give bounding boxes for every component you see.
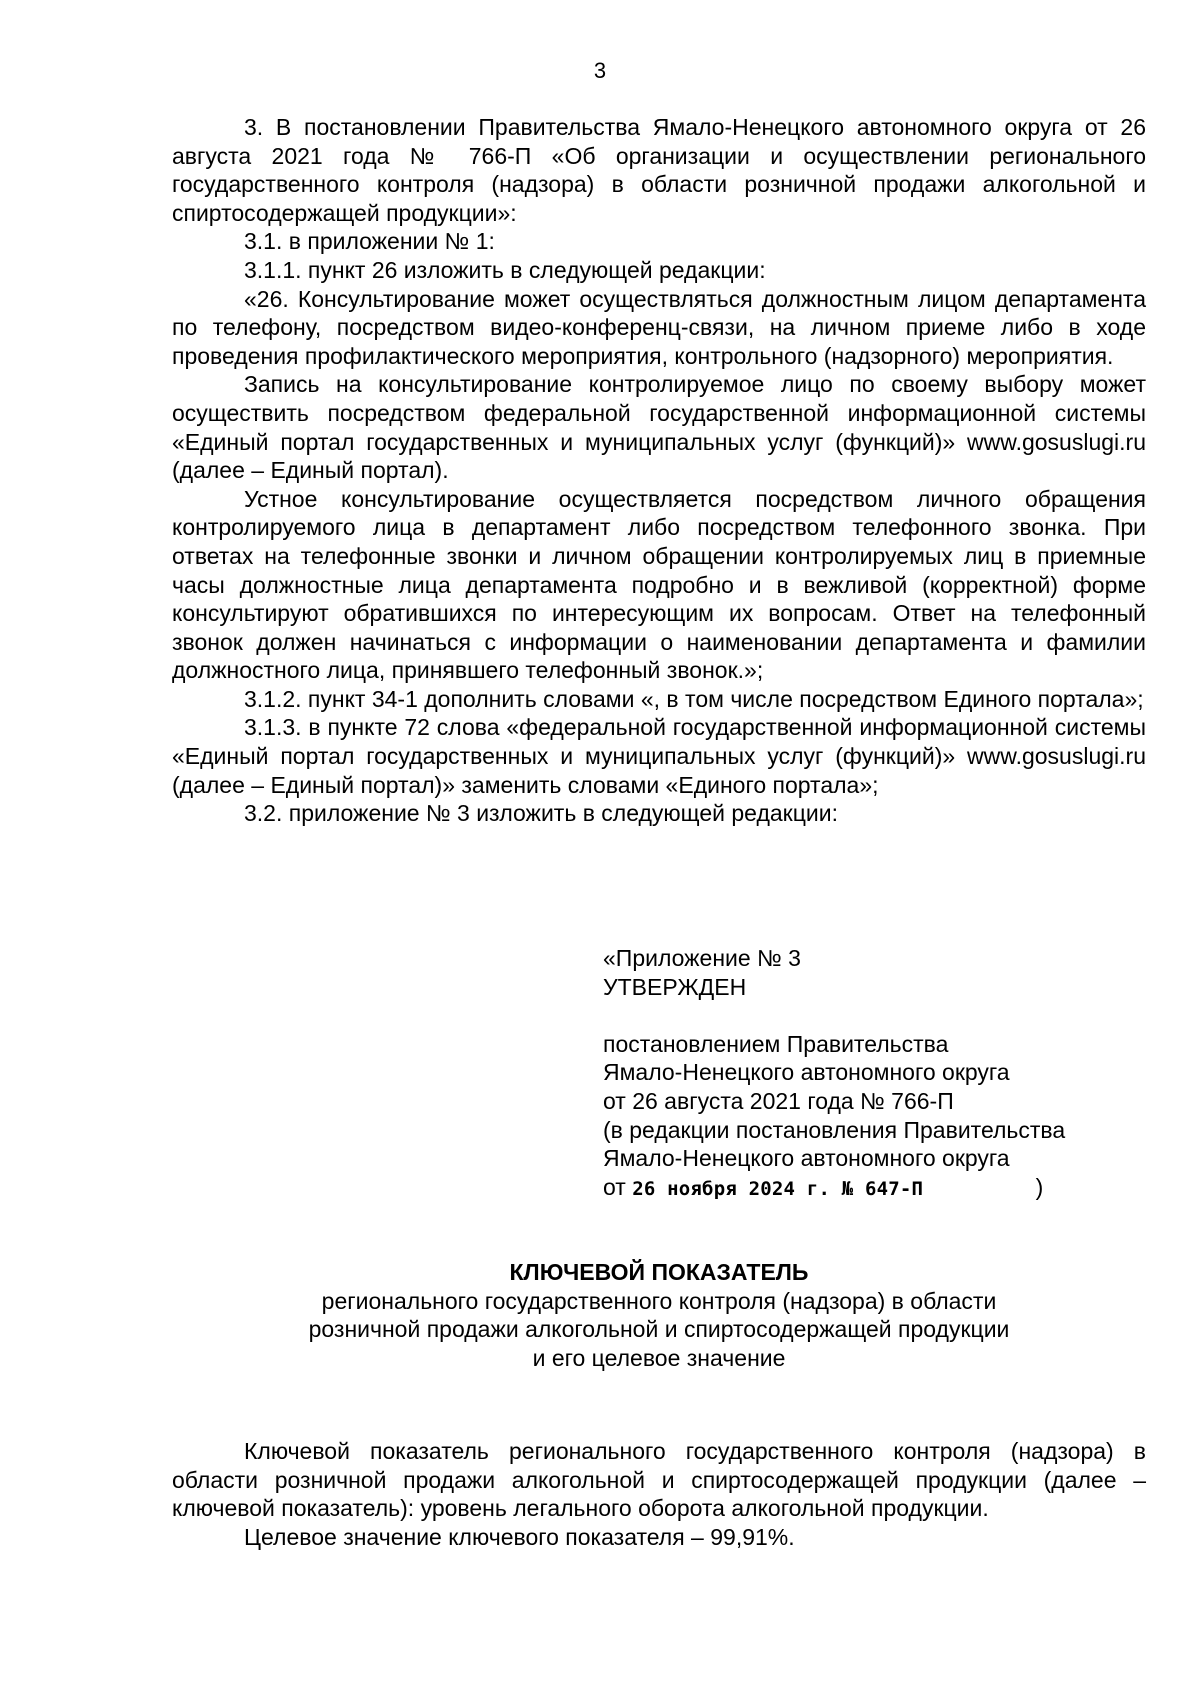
appendix-from-prefix: от — [603, 1173, 626, 1200]
paragraph-3-1-2: 3.1.2. пункт 34-1 дополнить словами «, в том числе посредством Единого портала»; — [244, 685, 1144, 712]
heading-subtitle-1: регионального государственного контроля (надзора) в области — [321, 1287, 997, 1314]
appendix-label: «Приложение № 3 — [603, 945, 801, 971]
paragraph-item-26: «26. Консультирование может осуществляться должностным лицом департамента по телефону, посредством видео-конференц-связи, на личном приеме либо в ходе проведения профилактического мероприятия, контрольного (надзорного) мероприятия. — [172, 285, 1146, 369]
heading-subtitle-3: и его целевое значение — [532, 1344, 786, 1371]
appendix-stamp-line — [603, 1173, 1163, 1204]
heading-subtitle-2: розничной продажи алкогольной и спиртосодержащей продукции — [308, 1316, 1010, 1343]
paragraph-registration: Запись на консультирование контролируемое лицо по своему выбору может осуществить посредством федеральной государственной информационной системы «Единый портал государственных и муниципальных услуг (функций)» www.gosuslugi.ru (далее – Единый портал). — [172, 371, 1146, 484]
appendix-date-line: от 26 августа 2021 года № 766-П — [603, 1087, 954, 1114]
appendix-edition-line: (в редакции постановления Правительства — [603, 1116, 1066, 1143]
closing-parenthesis: ) — [1035, 1173, 1044, 1200]
approved-label: УТВЕРЖДЕН — [603, 973, 747, 1000]
paragraph-key-indicator: Ключевой показатель регионального государственного контроля (надзора) в области розничной продажи алкогольной и спиртосодержащей продукции (далее – ключевой показатель): уровень легального оборота алкогольной продукции. — [172, 1438, 1146, 1522]
paragraph-3-1-3: 3.1.3. в пункте 72 слова «федеральной государственной информационной системы «Единый портал государственных и муниципальных услуг (функций)» www.gosuslugi.ru (далее – Единый портал)» заменить словами «Единого портала»; — [172, 714, 1146, 798]
appendix-region-line-2: Ямало-Ненецкого автономного округа — [603, 1145, 1010, 1172]
key-indicator-heading — [172, 1258, 1146, 1372]
key-indicator-text — [172, 1437, 1146, 1551]
paragraph-3-1-1: 3.1.1. пункт 26 изложить в следующей редакции: — [244, 256, 766, 283]
paragraph-amendment-intro: 3. В постановлении Правительства Ямало-Ненецкого автономного округа от 26 августа 2021 года № 766-П «Об организации и осуществлении регионального государственного контроля (надзора) в области розничной продажи алкогольной и спиртосодержащей продукции»: — [172, 114, 1146, 226]
appendix-approval-block — [603, 944, 1163, 1203]
paragraph-oral-consulting: Устное консультирование осуществляется посредством личного обращения контролируемого лица в департамент либо посредством телефонного звонка. При ответах на телефонные звонки и личном обращении контролируемых лиц в приемные часы должностные лица департамента подробно и в вежливой (корректной) форме консультируют обратившихся по интересующим их вопросам. Ответ на телефонный звонок должен начинаться с информации о наименовании департамента и фамилии должностного лица, принявшего телефонный звонок.»; — [172, 485, 1146, 684]
main-text — [172, 113, 1146, 828]
heading-title: КЛЮЧЕВОЙ ПОКАЗАТЕЛЬ — [509, 1259, 809, 1285]
registration-stamp: 26 ноября 2024 г. № 647-П — [632, 1177, 924, 1200]
paragraph-3-2: 3.2. приложение № 3 изложить в следующей редакции: — [244, 800, 838, 827]
paragraph-3-1: 3.1. в приложении № 1: — [244, 228, 495, 255]
appendix-resolution-line: постановлением Правительства — [603, 1030, 949, 1057]
appendix-region-line: Ямало-Ненецкого автономного округа — [603, 1059, 1010, 1086]
paragraph-target-value: Целевое значение ключевого показателя – 99,91%. — [244, 1523, 795, 1550]
appendix-spacer — [603, 1001, 1163, 1030]
page-number: 3 — [593, 58, 607, 83]
